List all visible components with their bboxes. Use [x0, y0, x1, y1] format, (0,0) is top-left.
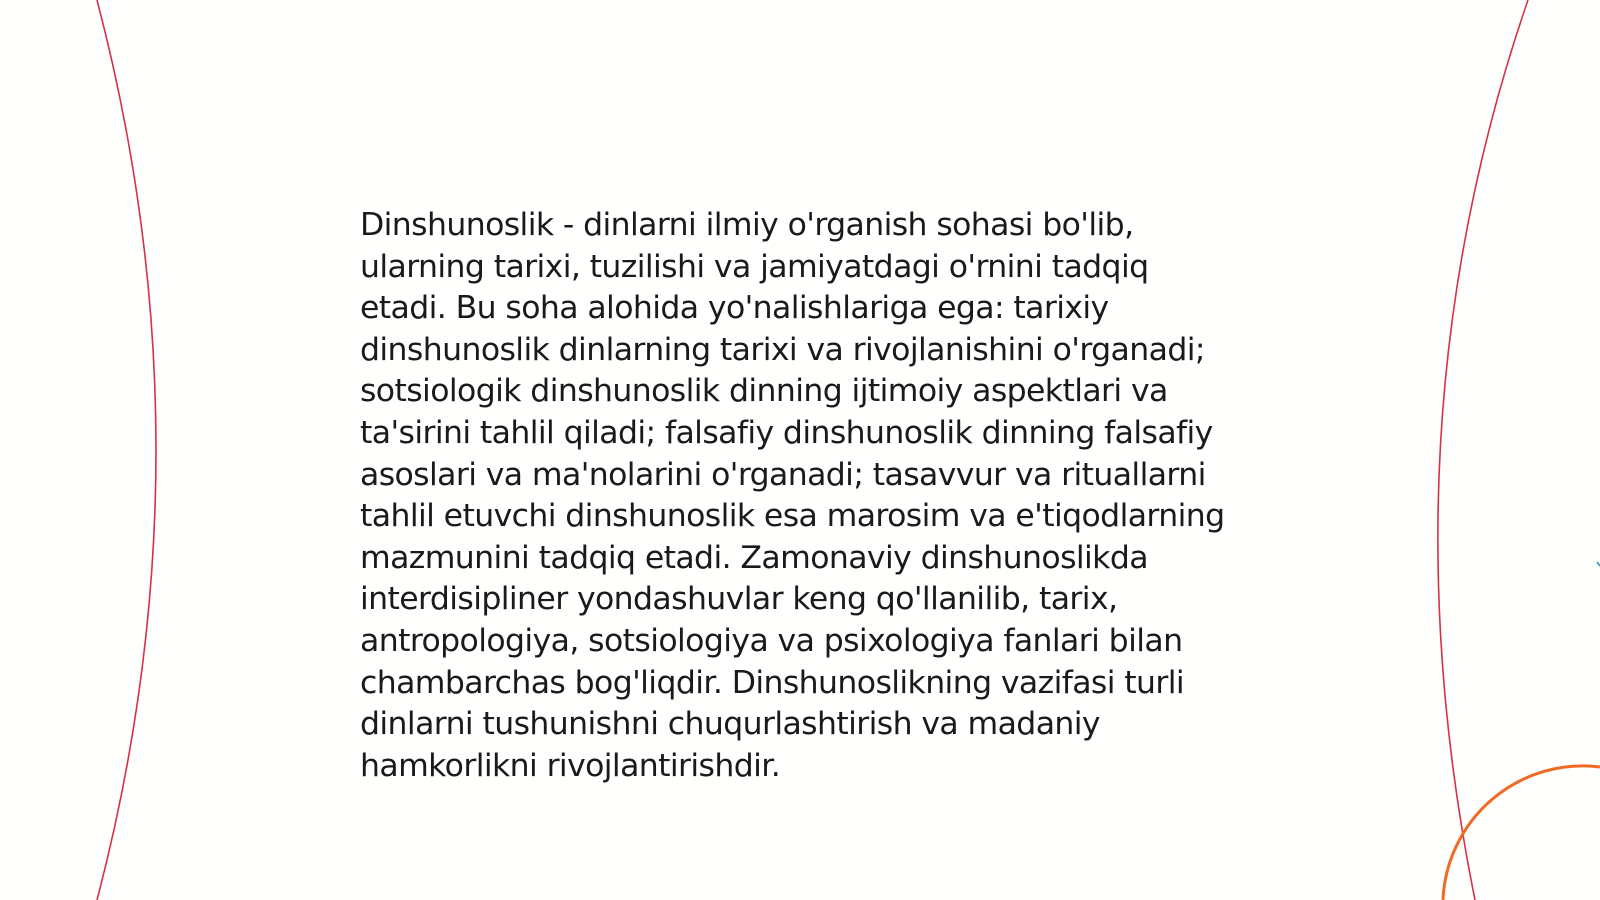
- left-curve-line: [97, 0, 156, 900]
- right-curve-line: [1438, 0, 1528, 900]
- orange-arc: [1443, 766, 1600, 900]
- body-paragraph: Dinshunoslik - dinlarni ilmiy o'rganish sohasi bo'lib, ularning tarixi, tuzilishi va jamiyatdagi o'rnini tadqiq etadi. Bu soha alohida yo'nalishlariga ega: tarixiy dinshunoslik dinlarning tarixi va rivojlanishini o'rganadi; sotsiologik dinshunoslik dinning ijtimoiy aspektlari va ta'sirini tahlil qiladi; falsafiy dinshunoslik dinning falsafiy asoslari va ma'nolarini o'rganadi; tasavvur va rituallarni tahlil etuvchi dinshunoslik esa marosim va e'tiqodlarning mazmunini tadqiq etadi. Zamonaviy dinshunoslikda interdisipliner yondashuvlar keng qo'llanilib, tarix, antropologiya, sotsiologiya va psixologiya fanlari bilan chambarchas bog'liqdir. Dinshunoslikning vazifasi turli dinlarni tushunishni chuqurlashtirish va madaniy hamkorlikni rivojlantirishdir.: [360, 207, 1225, 784]
